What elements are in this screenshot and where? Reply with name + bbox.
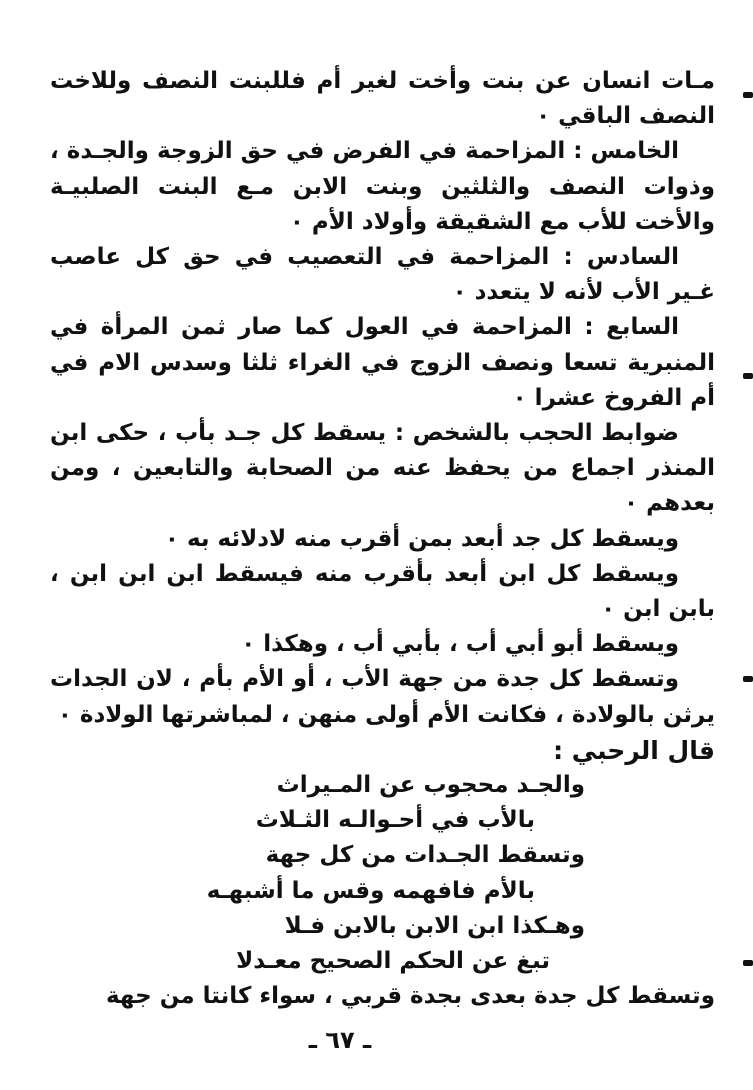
paragraph-final-line: وتسقط كل جدة بعدى بجدة قربي ، سواء كانتا من جهة (105, 983, 715, 1010)
paragraph-seventh: السابع : المزاحمة في العول كما صار ثمن المرأة في المنبرية تسعا ونصف الزوج في الغراء ثلثا وسدس الام في أم الفروخ عشرا ٠ (50, 314, 715, 411)
page-number: ـ ٦٧ ـ (308, 1026, 372, 1054)
margin-mark (743, 960, 753, 966)
margin-mark (743, 676, 753, 682)
paragraph-blocking-rules: ضوابط الحجب بالشخص : يسقط كل جـد بأب ، حكى ابن المنذر اجماع من يحفظ عنه من الصحابة والتابعين ، ومن بعدهم ٠ (50, 420, 715, 517)
poem-verse-3: وتسقط الجـدات من كل جهة (265, 842, 585, 869)
poem-verse-6: تبغ عن الحكم الصحيح معـدلا (236, 948, 550, 975)
paragraph-sixth: السادس : المزاحمة في التعصيب في حق كل عاصب غـير الأب لأنه لا يتعدد ٠ (50, 244, 715, 306)
paragraph-fifth: الخامس : المزاحمة في الفرض في حق الزوجة والجـدة ، وذوات النصف والثلثين وبنت الابن مـع البنت الصلبيـة والأخت للأب مع الشقيقة وأولاد الأم ٠ (50, 138, 715, 235)
poem-verse-2: بالأب في أحـوالـه الثـلاث (255, 807, 535, 834)
paragraph-grandson-rule: ويسقط كل ابن أبعد بأقرب منه فيسقط ابن ابن ابن ، بابن ابن ٠ (50, 560, 715, 623)
page-text (50, 64, 715, 1014)
paragraph-grandmother-rule: وتسقط كل جدة من جهة الأب ، أو الأم بأم ، لان الجدات يرثن بالولادة ، فكانت الأم أولى منهن ، لمباشرتها الولادة ٠ (50, 666, 715, 728)
poem-verse-4: بالأم فافهمه وقس ما أشبهـه (206, 877, 535, 904)
paragraph-ancestor-rule: ويسقط أبو أبي أب ، بأبي أب ، وهكذا ٠ (241, 631, 679, 658)
margin-mark (743, 373, 753, 379)
paragraph-grandfather-rule: ويسقط كل جد أبعد بمن أقرب منه لادلائه به ٠ (164, 525, 679, 552)
poem-verse-5: وهـكذا ابن الابن بالابن فـلا (284, 912, 585, 939)
poem-heading: قال الرحبي : (553, 735, 715, 765)
poem-verse-1: والجـد محجوب عن المـيراث (276, 772, 585, 799)
margin-mark (743, 92, 753, 98)
paragraph-continuation: مـات انسان عن بنت وأخت لغير أم فللبنت النصف وللاخت النصف الباقي ٠ (50, 68, 715, 130)
